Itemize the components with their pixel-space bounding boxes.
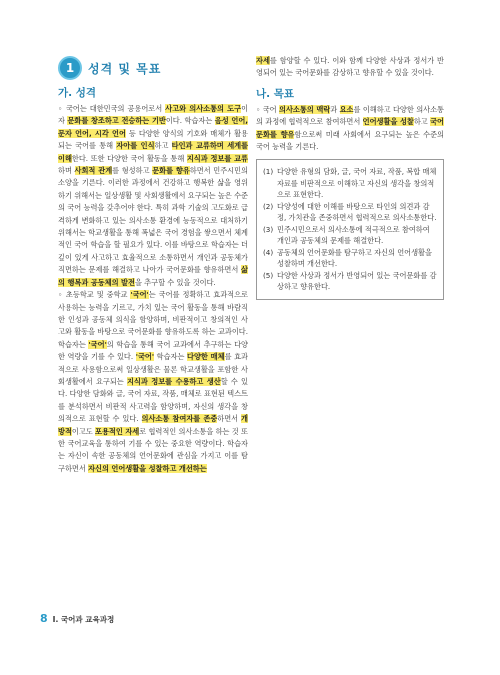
- body-text: 를 이해하고 다양한 의사소통의 과정에 협력적으로 참여하면서: [256, 104, 444, 127]
- goal-text: 공동체의 언어문화를 탐구하고 자신의 언어생활을 성찰하며 개선한다.: [277, 247, 432, 269]
- section-number-badge: 1: [58, 56, 82, 80]
- highlighted-text: 다양한 매체: [187, 352, 225, 362]
- page-number: 8: [40, 612, 48, 625]
- body-text: 하면서 민주시민의 소양을 기른다. 이러한 과정에서 건강하고 행복한 삶을 영위하기 위해서는 일상생활 및 사회생활에서 요구되는 높은 수준의 국어 능력을 갖추어야 한다. 특히 과학 기술의 고도화로 급격하게 변화하고 있는 의사소통 환경에 능동적으로 대처하기 위해서는 학교생활을 통해 폭넓은 국어 경험을 쌓으면서 체계적인 국어 학습을 할 필요가 있다. 이를 바탕으로 학습자는 더 깊이 있게 사고하고 효율적으로 소통하면서 개인과 공동체가 직면하는 문제를 해결하고 나아가 국어문화를 향유하면서: [58, 166, 248, 275]
- subsection-title-goals: 나. 목표: [256, 87, 295, 100]
- highlighted-text: 의사소통의 맥락: [279, 104, 331, 114]
- goal-item: [263, 270, 437, 293]
- body-text: ◦ 초등학교 및 중학교: [58, 290, 131, 300]
- highlighted-text: 지식과 정보를 교류: [186, 153, 248, 163]
- highlighted-text: 타인과 교류하며 세계를 이해: [58, 141, 249, 163]
- body-text: 한다. 또한 다양한 국어 활동을 통해: [71, 153, 187, 163]
- highlighted-text: '국어': [130, 290, 149, 300]
- footer-label: Ⅰ. 국어과 교육과정: [52, 615, 115, 624]
- character-paragraph-2: [58, 289, 248, 475]
- body-text: 등 다양한 양식의 기호와 매체가 활용되는 국어를 통해: [58, 128, 248, 151]
- body-text: 를 효과적으로 사용함으로써 일상생활은 물론 학교생활을 포함한 사회생활에서 요구되는: [58, 352, 248, 386]
- body-text: 하고: [154, 141, 172, 151]
- highlighted-text: '국어': [135, 352, 155, 362]
- goal-number: (4): [263, 247, 274, 257]
- left-column: [58, 55, 248, 475]
- body-text: 를 형성하고: [112, 166, 153, 176]
- goal-item: [263, 247, 437, 270]
- goals-intro-paragraph: [256, 104, 444, 154]
- body-text: 함으로써 미래 사회에서 요구되는 높은 수준의 국어 능력을 기른다.: [256, 129, 444, 152]
- goal-number: (2): [263, 201, 274, 211]
- goals-box: [256, 159, 444, 300]
- goal-item: [263, 224, 437, 247]
- body-text: 하면서: [217, 414, 242, 424]
- body-text: 이고도: [71, 426, 96, 436]
- highlighted-text: 자세: [256, 56, 270, 65]
- highlighted-text: 음성 언어, 문자 언어, 시각 언어: [58, 116, 248, 138]
- goal-item: [263, 201, 437, 224]
- body-text: 로 협력적인 의사소통을 하는 것 또한 국어교육을 통하여 기를 수 있는 중요한 역량이다. 학습자는 자신이 속한 공동체의 언어문화에 관심을 가지고 이를 탐구하면서: [58, 426, 248, 473]
- body-text: 과: [330, 104, 340, 114]
- highlighted-text: 삶의 행복과 공동체의 발전: [58, 265, 248, 287]
- highlighted-text: 사고와 의사소통의 도구: [165, 104, 242, 113]
- right-column: [256, 55, 444, 300]
- goal-number: (5): [263, 270, 274, 280]
- body-text: 하며: [58, 166, 75, 176]
- highlighted-text: 지식과 정보를 수용하고 생산: [126, 376, 221, 386]
- highlighted-text: 국어문화를 향유: [256, 117, 444, 139]
- goal-text: 다양한 유형의 담화, 글, 국어 자료, 작품, 복합 매체 자료를 비판적으로 이해하고 자신의 생각을 창의적으로 표현한다.: [277, 167, 437, 200]
- highlighted-text: 사회적 관계: [74, 166, 113, 176]
- highlighted-text: 자신의 언어생활을 성찰하고 개선하는: [88, 463, 207, 473]
- highlighted-text: 문화를 향유: [152, 166, 190, 176]
- section-title: 성격 및 목표: [88, 61, 162, 76]
- highlighted-text: 의사소통 참여자를 존중: [141, 414, 218, 424]
- body-text: ◦ 국어는 대한민국의 공용어로서: [58, 104, 166, 113]
- body-text: 의 학습을 통해 국어 교과에서 추구하는 다양한 역량을 기를 수 있다.: [58, 339, 248, 362]
- body-text: 을 추구할 수 있을 것이다.: [134, 277, 216, 287]
- body-text: 이다. 학습자는: [165, 116, 215, 126]
- body-text: 를 함양할 수 있다. 이와 함께 다양한 사상과 정서가 반영되어 있는 국어문화를 감상하고 향유할 수 있을 것이다.: [256, 56, 444, 78]
- highlighted-text: 문화를 창조하고 전승하는 기반: [67, 116, 166, 126]
- highlighted-text: 언어생활을 성찰: [362, 117, 414, 127]
- body-text: 는 국어를 정확하고 효과적으로 사용하는 능력을 기르고, 가치 있는 국어 활동을 통해 바람직한 인성과 공동체 의식을 함양하며, 비판적이고 창의적인 사고와 활동을 바탕으로 국어문화를 향유하도록 하는 교과이다. 학습자는: [58, 290, 248, 349]
- section-header: [58, 55, 248, 81]
- body-text: 학습자는: [154, 352, 188, 362]
- character-paragraph-continued: [256, 55, 444, 80]
- highlighted-text: 자아를 인식: [116, 141, 155, 151]
- goal-text: 다양한 사상과 정서가 반영되어 있는 국어문화를 감상하고 향유한다.: [277, 270, 437, 292]
- body-text: 이자: [58, 104, 249, 126]
- goal-text: 다양성에 대한 이해를 바탕으로 타인의 의견과 감정, 가치관을 존중하면서 협력적으로 의사소통한다.: [277, 201, 437, 223]
- body-text: 할 수 있다. 다양한 담화와 글, 국어 자료, 작품, 매체로 표현된 텍스트를 분석하면서 비판적 사고력을 함양하며, 자신의 생각을 창의적으로 표현할 수 있다.: [58, 376, 249, 424]
- highlighted-text: '국어': [88, 339, 107, 349]
- body-text: 하고: [413, 117, 431, 127]
- character-paragraph-1: [58, 103, 248, 289]
- goal-number: (1): [263, 167, 274, 177]
- goal-text: 민주시민으로서 의사소통에 적극적으로 참여하여 개인과 공동체의 문제를 해결한다.: [277, 224, 430, 246]
- highlighted-text: 포용적인 자세: [95, 426, 140, 436]
- highlighted-text: 요소: [339, 104, 354, 114]
- page-footer: [40, 612, 460, 625]
- subsection-title-character: 가. 성격: [58, 87, 97, 99]
- body-text: ◦ 국어: [256, 104, 280, 114]
- goal-number: (3): [263, 224, 274, 234]
- goal-item: [263, 166, 437, 201]
- highlighted-text: 개방적: [58, 414, 248, 436]
